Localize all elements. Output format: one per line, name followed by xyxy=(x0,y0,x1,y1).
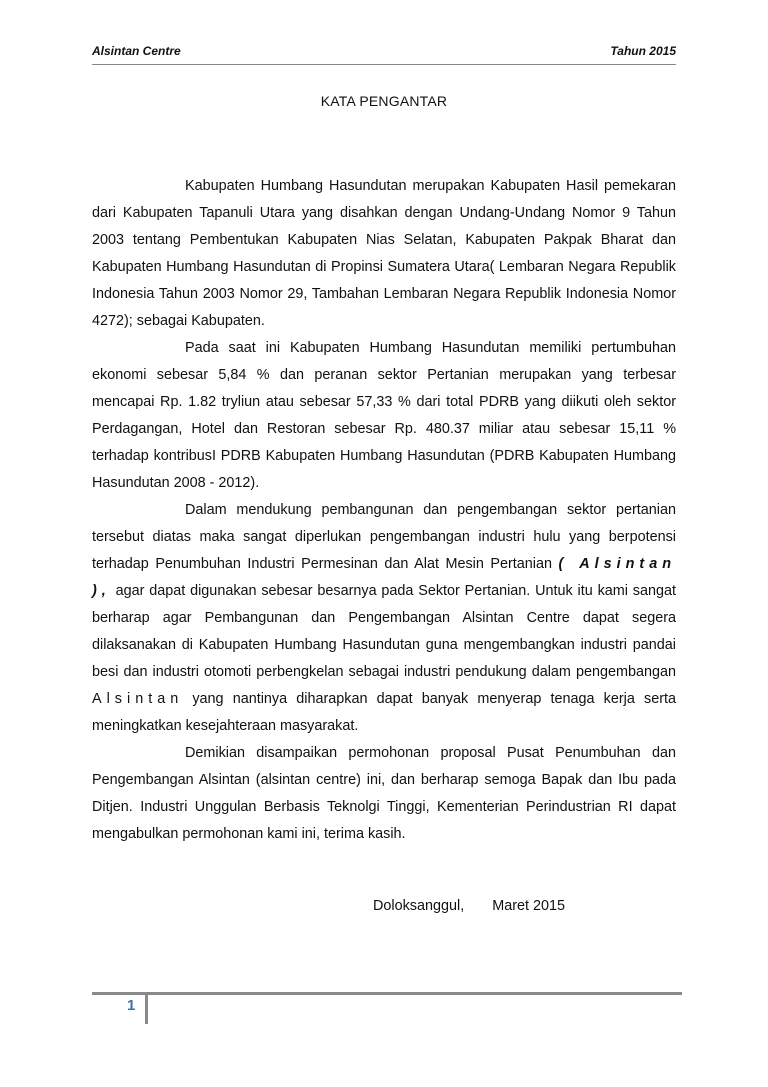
signature-line xyxy=(373,898,565,914)
paragraph-3 xyxy=(92,497,676,740)
alsintan-emphasis: ( Alsintan ), xyxy=(92,556,677,599)
paragraph-1: Kabupaten Humbang Hasundutan merupakan Kabupaten Hasil pemekaran dari Kabupaten Tapanuli Utara yang disahkan dengan Undang-Undang Nomor 9 Tahun 2003 tentang Pembentukan Kabupaten Nias Selatan, Kabupaten Pakpak Bharat dan Kabupaten Humbang Hasundutan di Propinsi Sumatera Utara( Lembaran Negara Republik Indonesia Tahun 2003 Nomor 29, Tambahan Lembaran Negara Republik Indonesia Nomor 4272); sebagai Kabupaten. xyxy=(92,178,676,329)
header-left: Alsintan Centre xyxy=(92,44,181,58)
paragraph-3-start: Dalam mendukung pembangunan dan pengembangan sektor pertanian tersebut diatas maka sangat diperlukan pengembangan industri hulu yang berpotensi terhadap Penumbuhan Industri Permesinan dan Alat Mesin Pertanian xyxy=(92,502,676,572)
page-title: KATA PENGANTAR xyxy=(320,93,448,109)
footer-divider xyxy=(92,992,682,995)
document-body xyxy=(92,173,676,848)
footer-vertical-bar xyxy=(145,992,148,1024)
paragraph-3-end: yang nantinya diharapkan dapat banyak menyerap tenaga kerja serta meningkatkan kesejahteraan masyarakat. xyxy=(92,691,676,734)
header-divider xyxy=(92,64,676,65)
signature-date: Maret 2015 xyxy=(492,898,565,914)
alsintan-spaced: Alsintan xyxy=(92,691,184,707)
signature-city: Doloksanggul, xyxy=(373,898,465,914)
paragraph-4: Demikian disampaikan permohonan proposal Pusat Penumbuhan dan Pengembangan Alsintan (alsintan centre) ini, dan berharap semoga Bapak dan Ibu pada Ditjen. Industri Unggulan Berbasis Teknolgi Tinggi, Kementerian Perindustrian RI dapat mengabulkan permohonan kami ini, terima kasih. xyxy=(92,745,676,842)
header-right: Tahun 2015 xyxy=(610,44,676,58)
page-number: 1 xyxy=(127,997,136,1014)
paragraph-3-middle: agar dapat digunakan sebesar besarnya pada Sektor Pertanian. Untuk itu kami sangat berharap agar Pembangunan dan Pengembangan Alsintan Centre dapat segera dilaksanakan di Kabupaten Humbang Hasundutan guna mengembangkan industri pandai besi dan industri otomoti perbengkelan sebagai industri pendukung dalam pengembangan xyxy=(92,583,676,680)
paragraph-2: Pada saat ini Kabupaten Humbang Hasundutan memiliki pertumbuhan ekonomi sebesar 5,84 % dan peranan sektor Pertanian merupakan yang terbesar mencapai Rp. 1.82 tryliun atau sebesar 57,33 % dari total PDRB yang diikuti oleh sektor Perdagangan, Hotel dan Restoran sebesar Rp. 480.37 miliar atau sebesar 15,11 % terhadap kontribusI PDRB Kabupaten Humbang Hasundutan (PDRB Kabupaten Humbang Hasundutan 2008 - 2012). xyxy=(92,340,676,491)
